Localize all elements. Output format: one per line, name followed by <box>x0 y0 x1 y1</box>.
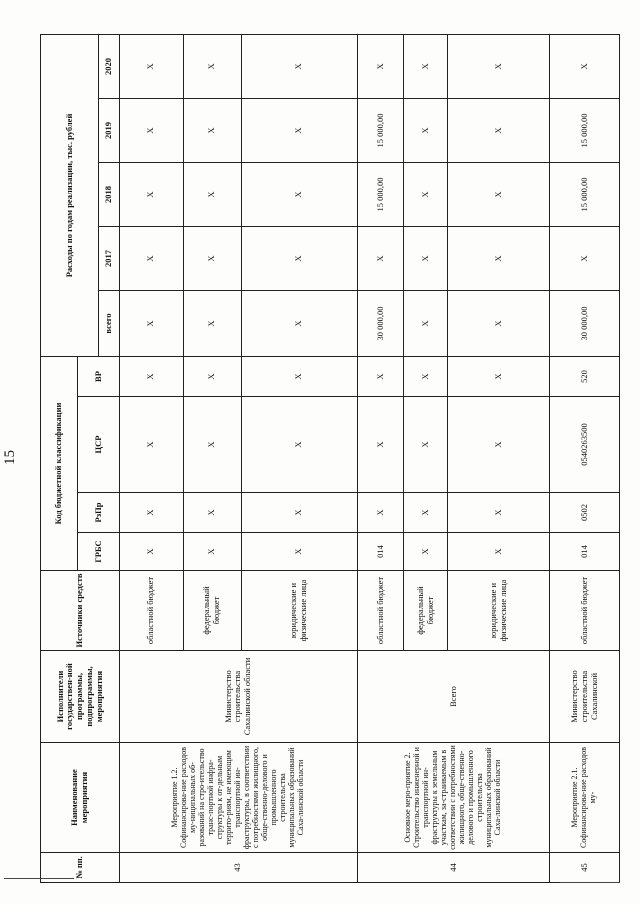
header-2017: 2017 <box>99 227 120 291</box>
csr-cell: X <box>183 397 241 493</box>
total-cell: X <box>119 291 183 357</box>
y2020-cell: X <box>183 34 241 98</box>
vr-cell: X <box>404 357 448 397</box>
y2017-cell: X <box>119 227 183 291</box>
source-cell: федеральный бюджет <box>404 571 448 651</box>
vr-cell: X <box>183 357 241 397</box>
vr-cell: X <box>448 357 550 397</box>
y2018-cell: X <box>119 163 183 227</box>
total-cell: 30 000,00 <box>357 291 403 357</box>
source-cell: областной бюджет <box>119 571 183 651</box>
grbs-cell: X <box>448 533 550 571</box>
table-row <box>550 34 620 882</box>
y2017-cell: X <box>183 227 241 291</box>
y2017-cell: X <box>241 227 357 291</box>
header-csr: ЦСР <box>78 397 120 493</box>
measure-name: Основное меро-приятие 2. Строительство инженерной и транспортной ин-фраструктуры к земельным участкам, за-страиваемым в соответствии с потребностями жилищного, обще-ственно-делового и промышленного строительства муниципальных образований Саха-линской области <box>357 743 550 853</box>
executor-cell: Министерство строительства Сахалинской области <box>119 651 357 743</box>
total-cell: 30 000,00 <box>550 291 620 357</box>
vr-cell: X <box>357 357 403 397</box>
row-number: 43 <box>119 853 357 883</box>
page-number: 15 <box>2 450 18 465</box>
grbs-cell: X <box>119 533 183 571</box>
y2020-cell: X <box>404 34 448 98</box>
header-vr: ВР <box>78 357 120 397</box>
rzpr-cell: X <box>241 493 357 533</box>
y2017-cell: X <box>550 227 620 291</box>
y2019-cell: 15 000,00 <box>357 99 403 163</box>
header-2019: 2019 <box>99 99 120 163</box>
y2018-cell: 15 000,00 <box>550 163 620 227</box>
header-2018: 2018 <box>99 163 120 227</box>
y2018-cell: X <box>183 163 241 227</box>
rzpr-cell: X <box>448 493 550 533</box>
table-row <box>119 34 183 882</box>
rzpr-cell: X <box>404 493 448 533</box>
grbs-cell: X <box>241 533 357 571</box>
y2019-cell: 15 000,00 <box>550 99 620 163</box>
grbs-cell: X <box>404 533 448 571</box>
source-cell: юридические и физические лица <box>241 571 357 651</box>
header-expenses: Расходы по годам реализации, тыс. рублей <box>41 34 99 356</box>
source-cell: федеральный бюджет <box>183 571 241 651</box>
header-row-1 <box>41 34 78 882</box>
rzpr-cell: 0502 <box>550 493 620 533</box>
y2018-cell: X <box>404 163 448 227</box>
executor-cell: Всего <box>357 651 550 743</box>
y2020-cell: X <box>241 34 357 98</box>
grbs-cell: 014 <box>550 533 620 571</box>
csr-cell: X <box>404 397 448 493</box>
y2020-cell: X <box>550 34 620 98</box>
csr-cell: X <box>241 397 357 493</box>
row-number: 44 <box>357 853 550 883</box>
csr-cell: X <box>448 397 550 493</box>
y2019-cell: X <box>119 99 183 163</box>
y2018-cell: X <box>448 163 550 227</box>
y2020-cell: X <box>357 34 403 98</box>
header-kbk: Код бюджетной классификации <box>41 357 78 571</box>
table-row <box>357 34 403 882</box>
executor-cell: Министерство строительства Сахалинской <box>550 651 620 743</box>
csr-cell: X <box>357 397 403 493</box>
y2018-cell: 15 000,00 <box>357 163 403 227</box>
total-cell: X <box>404 291 448 357</box>
header-executor: Исполнители государствен-ной программы, подпрограммы, мероприятия <box>41 651 120 743</box>
rzpr-cell: X <box>119 493 183 533</box>
header-name: Наименование мероприятия <box>41 743 120 853</box>
source-cell: юридические и физические лица <box>448 571 550 651</box>
source-cell: областной бюджет <box>550 571 620 651</box>
source-cell: областной бюджет <box>357 571 403 651</box>
budget-table <box>40 34 620 883</box>
header-source: Источники средств <box>41 571 120 651</box>
vr-cell: 520 <box>550 357 620 397</box>
grbs-cell: X <box>183 533 241 571</box>
rzpr-cell: X <box>357 493 403 533</box>
csr-cell: 0540263500 <box>550 397 620 493</box>
rzpr-cell: X <box>183 493 241 533</box>
total-cell: X <box>448 291 550 357</box>
y2017-cell: X <box>448 227 550 291</box>
vr-cell: X <box>119 357 183 397</box>
header-grbs: ГРБС <box>78 533 120 571</box>
total-cell: X <box>183 291 241 357</box>
y2019-cell: X <box>448 99 550 163</box>
total-cell: X <box>241 291 357 357</box>
y2018-cell: X <box>241 163 357 227</box>
y2020-cell: X <box>119 34 183 98</box>
y2019-cell: X <box>404 99 448 163</box>
y2019-cell: X <box>241 99 357 163</box>
y2017-cell: X <box>357 227 403 291</box>
csr-cell: X <box>119 397 183 493</box>
vr-cell: X <box>241 357 357 397</box>
measure-name: Мероприятие 2.1. Софинансирова-ние расходов му- <box>550 743 620 853</box>
row-number: 45 <box>550 853 620 883</box>
y2020-cell: X <box>448 34 550 98</box>
scan-mark-left <box>4 878 74 879</box>
grbs-cell: 014 <box>357 533 403 571</box>
header-total: всего <box>99 291 120 357</box>
header-2020: 2020 <box>99 34 120 98</box>
header-rzpr: РзПр <box>78 493 120 533</box>
scan-mark-right <box>560 882 620 883</box>
header-no: № пп. <box>41 853 120 883</box>
measure-name: Мероприятие 1.2. Софинансирова-ние расходов му-ниципальных об-разований на стро-ительство транс-портной инфра-структуры к от-дельным террито-риям, не имеющим транспортной ин-фраструктуры, в соответствии с потребностями жилищного, обще-ственно-делового и промышленного строительства муниципальных образований Саха-линской области <box>119 743 357 853</box>
y2019-cell: X <box>183 99 241 163</box>
y2017-cell: X <box>404 227 448 291</box>
